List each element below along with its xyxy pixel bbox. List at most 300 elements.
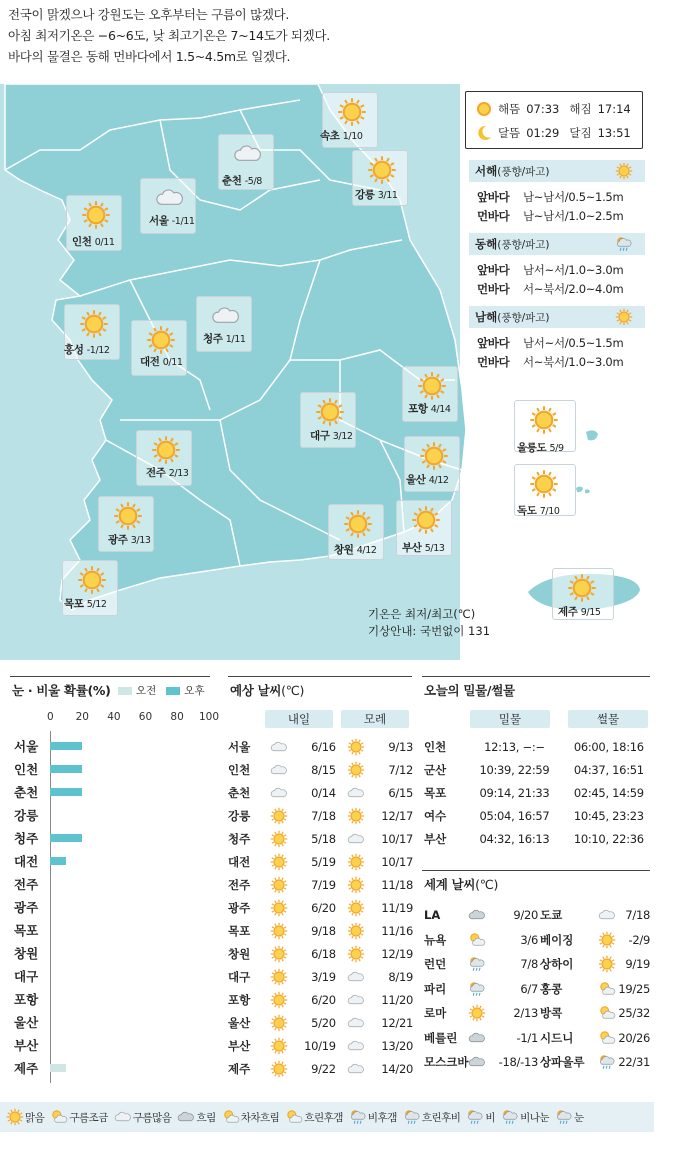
city-temp: 3/12 [332,431,353,442]
forecast-dayafter-temp: 12/17 [381,809,413,823]
sun-icon [270,876,288,894]
tide-low: 10:45, 23:23 [573,809,644,823]
forecast-row [228,875,413,895]
sun-icon [315,397,345,427]
sunrise-label: 해뜸 [498,102,521,116]
legend-item [501,1108,549,1126]
sun-icon [270,1037,288,1055]
sea-info-block [469,160,645,226]
legend-label: 비나눈 [520,1111,550,1124]
world-row [424,1027,656,1049]
legend-label: 맑음 [25,1111,45,1124]
legend-label: 비 [485,1111,496,1124]
city-temp: -5/8 [244,176,262,187]
city-label [310,428,353,443]
world-temp: 3/6 [520,932,538,947]
sun-icon [468,1004,486,1022]
axis-tick-label: 100 [199,711,220,723]
world-temp: 6/7 [520,981,538,996]
precip-city-label: 서울 [14,739,39,754]
sun-icon [347,899,365,917]
map-note [368,606,490,640]
sun-icon [270,945,288,963]
sea-far-label: 먼바다 [477,355,510,369]
city-name: 울릉도 [517,442,547,454]
city-temp: 3/13 [130,535,151,546]
city-temp: 4/12 [428,475,449,486]
sun-cloud-icon [285,1108,303,1126]
tide-low: 06:00, 18:16 [573,740,644,754]
world-temp: 25/32 [618,1006,650,1020]
city-temp: 5/13 [424,543,445,554]
cloud-rain-icon [466,1108,484,1126]
map-note-line: 기상안내: 국번없이 131 [368,624,491,638]
precip-city-label: 대전 [14,854,39,869]
sun-icon [337,97,367,127]
sea-header [469,160,645,182]
cloud-icon [347,1014,365,1032]
moonrise-label: 달뜸 [498,126,521,140]
world-row [424,978,656,1000]
sun-icon [270,1060,288,1078]
sea-near-label: 앞바다 [477,336,510,350]
sun-icon [529,469,559,499]
sea-sub: (풍향/파고) [497,166,550,178]
sea-header [469,306,645,328]
sun-moon-box [465,91,643,149]
forecast-city: 전주 [228,878,251,892]
cloud-rain-icon [403,1108,421,1126]
city-temp: 2/13 [168,468,189,479]
sun-icon [476,101,492,117]
sun-icon [598,931,616,949]
city-name: 강릉 [355,189,375,201]
sun-icon [347,761,365,779]
intro-summary [8,4,330,67]
world-city: 베를린 [424,1030,458,1045]
world-temp: 19/25 [618,981,650,996]
forecast-dayafter-temp: 14/20 [381,1062,413,1076]
sea-far-label: 먼바다 [477,282,510,296]
sun-row [476,97,642,121]
tide-high: 09:14, 21:33 [479,786,550,800]
sun-icon [417,371,447,401]
legend-item [177,1108,215,1126]
legend-label: 흐림 [196,1111,216,1124]
city-label [149,213,195,228]
sun-icon [270,830,288,848]
sun-icon [270,922,288,940]
cloud-icon [233,139,263,169]
world-city: 시드니 [540,1030,574,1045]
forecast-city: 제주 [228,1062,251,1076]
world-temp: 20/26 [618,1030,650,1045]
legend-label: 차차흐림 [240,1111,280,1124]
city-temp: 0/11 [162,357,183,368]
sun-icon [411,505,441,535]
sea-sub: (풍향/파고) [497,312,550,324]
sea-far-row [469,280,645,299]
legend-label: 구름많음 [132,1111,172,1124]
precip-city-label: 포항 [14,992,39,1007]
city-name: 제주 [558,606,578,618]
forecast-dayafter-temp: 11/19 [381,901,413,915]
forecast-title-text: 예상 날씨 [230,683,282,698]
city-label [64,342,110,357]
legend-am-label: 오전 [136,685,157,697]
sun-icon [6,1108,24,1126]
axis-tick-label: 20 [75,711,89,723]
city-name: 대전 [140,356,160,368]
forecast-dayafter-temp: 8/19 [388,970,413,984]
city-temp: 4/14 [430,404,451,415]
city-label [402,540,445,555]
city-label [406,472,449,487]
sun-icon [146,325,176,355]
sun-icon [615,308,633,326]
city-label [320,128,363,143]
cloud-icon [347,968,365,986]
sea-name: 남해 [475,310,498,324]
forecast-city: 광주 [228,901,251,915]
cloud-dark-icon [468,1053,486,1071]
forecast-row [228,1013,413,1033]
forecast-row [228,783,413,803]
sun-icon [151,435,181,465]
cloud-icon [347,1037,365,1055]
world-city: 베이징 [540,932,574,947]
sun-icon [79,309,109,339]
forecast-row [228,760,413,780]
world-temp: 7/8 [520,957,538,971]
city-name: 전주 [146,467,166,479]
forecast-tomorrow-temp: 5/18 [311,832,336,846]
divider [228,676,412,677]
cloud-icon [270,738,288,756]
divider [422,676,650,677]
cloud-icon [270,761,288,779]
cloud-dark-icon [468,1029,486,1047]
precip-city-label: 춘천 [14,785,39,800]
forecast-dayafter-temp: 6/15 [388,786,413,800]
legend-pm-label: 오후 [184,685,205,697]
world-temp: 9/19 [625,957,650,971]
city-name: 목포 [64,598,84,610]
world-city: 로마 [424,1006,447,1020]
city-name: 창원 [334,544,354,556]
sun-cloud-icon [50,1108,68,1126]
world-temp: 22/31 [618,1055,650,1069]
world-row [424,929,656,951]
city-name: 속초 [320,130,340,142]
precip-city-label: 강릉 [14,808,39,823]
precip-city-label: 제주 [14,1061,39,1076]
axis-baseline [50,731,51,1083]
precip-bar-pm [50,788,82,796]
sunset-label: 해짐 [569,102,592,116]
precip-city-label: 청주 [14,831,39,846]
legend-item [466,1108,495,1126]
precip-title-text: 눈 · 비울 확률 [12,683,88,698]
precip-bar-pm [50,834,82,842]
city-temp: 7/10 [539,506,560,517]
cloud-icon [347,830,365,848]
world-title [424,875,498,893]
sun-icon [77,565,107,595]
legend-item [285,1108,343,1126]
sea-far-value: 서~북서/1.0~3.0m [523,355,624,369]
sea-far-row [469,207,645,226]
sun-icon [270,968,288,986]
legend-label: 구름조금 [69,1111,108,1124]
city-name: 홍성 [64,344,84,356]
cloud-icon [211,301,241,331]
axis-tick-label: 40 [107,711,121,723]
legend-item [6,1108,44,1126]
forecast-city: 부산 [228,1039,251,1053]
world-temp: -2/9 [628,932,650,947]
tide-city: 부산 [424,832,447,846]
city-label [517,503,560,518]
cloud-rain-icon [468,955,486,973]
forecast-row [228,967,413,987]
sea-name: 서해 [475,164,498,178]
cloud-rain-icon [501,1108,519,1126]
legend-label: 흐린후비 [421,1111,461,1124]
forecast-row [228,1036,413,1056]
precip-city-label: 광주 [14,900,39,915]
tide-title: 오늘의 밀물/썰물 [424,683,515,698]
sun-icon [347,922,365,940]
forecast-tomorrow-temp: 8/15 [311,763,336,777]
tide-high: 12:13, −:− [484,740,545,754]
precip-city-label: 울산 [14,1015,39,1030]
cloud-dark-icon [177,1108,195,1126]
sun-icon [567,573,597,603]
sunrise-time: 07:33 [526,102,560,116]
forecast-dayafter-temp: 13/20 [381,1039,413,1053]
city-temp: 1/11 [225,334,246,345]
forecast-dayafter-temp: 10/17 [381,832,413,846]
city-name: 춘천 [222,175,242,187]
city-label [222,173,262,188]
city-label [146,465,189,480]
tide-city: 목포 [424,786,447,800]
tide-col-high: 밀물 [470,710,550,728]
city-name: 인천 [72,236,92,248]
forecast-col-dayafter: 모레 [341,710,409,728]
legend-item [114,1108,172,1126]
sea-sub: (풍향/파고) [497,239,550,251]
forecast-tomorrow-temp: 9/18 [311,924,336,938]
forecast-city: 목포 [228,924,251,938]
world-row [424,1051,656,1073]
precip-city-label: 부산 [14,1038,39,1053]
tide-high: 05:04, 16:57 [479,809,550,823]
precip-bar-pm [50,742,82,750]
forecast-city: 대구 [228,970,251,984]
moonrise-time: 01:29 [526,126,560,140]
sunset-time: 17:14 [597,102,631,116]
legend-item [222,1108,280,1126]
forecast-row [228,737,413,757]
tide-city: 여수 [424,809,447,823]
forecast-city: 서울 [228,740,251,754]
forecast-tomorrow-temp: 6/18 [311,947,336,961]
divider [10,676,210,677]
forecast-dayafter-temp: 12/21 [381,1016,413,1030]
sun-icon [270,1014,288,1032]
forecast-tomorrow-temp: 5/19 [311,855,336,869]
city-temp: 0/11 [94,237,115,248]
precip-city-label: 창원 [14,946,39,961]
forecast-city: 청주 [228,832,251,846]
world-city: 모스크바 [424,1055,469,1069]
city-label [64,596,107,611]
city-label [72,234,115,249]
cloud-rain-icon [615,235,633,253]
sun-cloud-icon [468,931,486,949]
city-label [334,542,377,557]
cloud-icon [598,906,616,924]
sun-icon [270,853,288,871]
cloud-rain-icon [598,1053,616,1071]
world-temp: 2/13 [513,1006,538,1020]
forecast-city: 인천 [228,763,251,777]
sun-cloud-icon [598,980,616,998]
precip-bar-pm [50,857,66,865]
forecast-title [230,681,304,699]
sea-near-label: 앞바다 [477,263,510,277]
forecast-dayafter-temp: 11/20 [381,993,413,1007]
tide-col-low: 썰물 [568,710,648,728]
sun-icon [598,955,616,973]
sun-icon [529,405,559,435]
city-label [408,401,451,416]
tide-city: 군산 [424,763,447,777]
axis-tick-label: 0 [47,711,54,723]
legend-item [349,1108,397,1126]
sea-near-label: 앞바다 [477,190,510,204]
world-city: 홍콩 [540,981,563,996]
city-label [517,440,564,455]
forecast-col-tomorrow: 내일 [265,710,333,728]
sun-icon [347,738,365,756]
precip-city-label: 목포 [14,923,39,938]
legend-swatch-pm [166,687,180,695]
legend-swatch-am [118,687,132,695]
precip-title [12,681,111,699]
axis-tick-label: 80 [170,711,184,723]
forecast-tomorrow-temp: 5/20 [311,1016,336,1030]
city-name: 부산 [402,542,422,554]
forecast-tomorrow-temp: 0/14 [311,786,336,800]
forecast-unit: (℃) [281,683,305,698]
city-temp: -1/12 [86,345,110,356]
tide-row [424,806,656,826]
world-city: 상파울루 [540,1055,585,1069]
cloud-icon [347,991,365,1009]
city-label [140,354,183,369]
sun-icon [343,509,373,539]
forecast-dayafter-temp: 10/17 [381,855,413,869]
world-row [424,904,656,926]
legend-label: 비후갬 [367,1111,397,1124]
sun-icon [419,441,449,471]
city-temp: 5/9 [549,443,564,454]
forecast-city: 대전 [228,855,251,869]
forecast-row [228,944,413,964]
sun-cloud-icon [598,1029,616,1047]
sun-icon [347,807,365,825]
forecast-tomorrow-temp: 6/16 [311,740,336,754]
sea-near-value: 남~남서/0.5~1.5m [523,190,624,204]
moon-row [476,121,642,145]
cloud-rain-icon [468,980,486,998]
tide-low: 02:45, 14:59 [573,786,644,800]
cloud-icon [155,183,185,213]
forecast-tomorrow-temp: 6/20 [311,901,336,915]
forecast-dayafter-temp: 12/19 [381,947,413,961]
tide-low: 04:37, 16:51 [573,763,644,777]
map-note-line: 기온은 최저/최고(℃) [368,607,476,621]
city-name: 독도 [517,505,537,517]
city-name: 울산 [406,474,426,486]
city-temp: -1/11 [171,216,195,227]
cloud-icon [114,1108,132,1126]
forecast-row [228,829,413,849]
sun-cloud-icon [222,1108,240,1126]
tide-high: 04:32, 16:13 [479,832,550,846]
legend-item [555,1108,584,1126]
city-label [558,604,601,619]
cloud-rain-icon [555,1108,573,1126]
sun-cloud-icon [598,1004,616,1022]
city-name: 서울 [149,215,169,227]
forecast-tomorrow-temp: 3/19 [311,970,336,984]
forecast-city: 울산 [228,1016,251,1030]
world-row [424,1002,656,1024]
world-temp: -18/-13 [498,1055,538,1069]
city-label [355,187,398,202]
forecast-row [228,898,413,918]
sea-near-value: 남서~서/0.5~1.5m [523,336,624,350]
forecast-tomorrow-temp: 10/19 [304,1039,336,1053]
cloud-icon [347,784,365,802]
city-label [108,532,151,547]
sea-far-value: 서~북서/2.0~4.0m [523,282,624,296]
intro-line: 아침 최저기온은 −6~6도, 낮 최고기온은 7~14도가 되겠다. [8,28,330,43]
forecast-row [228,1059,413,1079]
sun-icon [270,991,288,1009]
forecast-tomorrow-temp: 6/20 [311,993,336,1007]
forecast-dayafter-temp: 11/16 [381,924,413,938]
city-temp: 5/12 [86,599,107,610]
forecast-row [228,990,413,1010]
world-city: 파리 [424,981,447,996]
tide-row [424,829,656,849]
tide-high: 10:39, 22:59 [479,763,550,777]
world-temp: 9/20 [513,908,538,922]
moonset-label: 달짐 [569,126,592,140]
legend-label: 눈 [574,1111,584,1124]
cloud-icon [347,1060,365,1078]
city-name: 청주 [203,333,223,345]
forecast-dayafter-temp: 9/13 [388,740,413,754]
city-name: 포항 [408,403,428,415]
moonset-time: 13:51 [597,126,631,140]
world-city: 상하이 [540,957,574,971]
